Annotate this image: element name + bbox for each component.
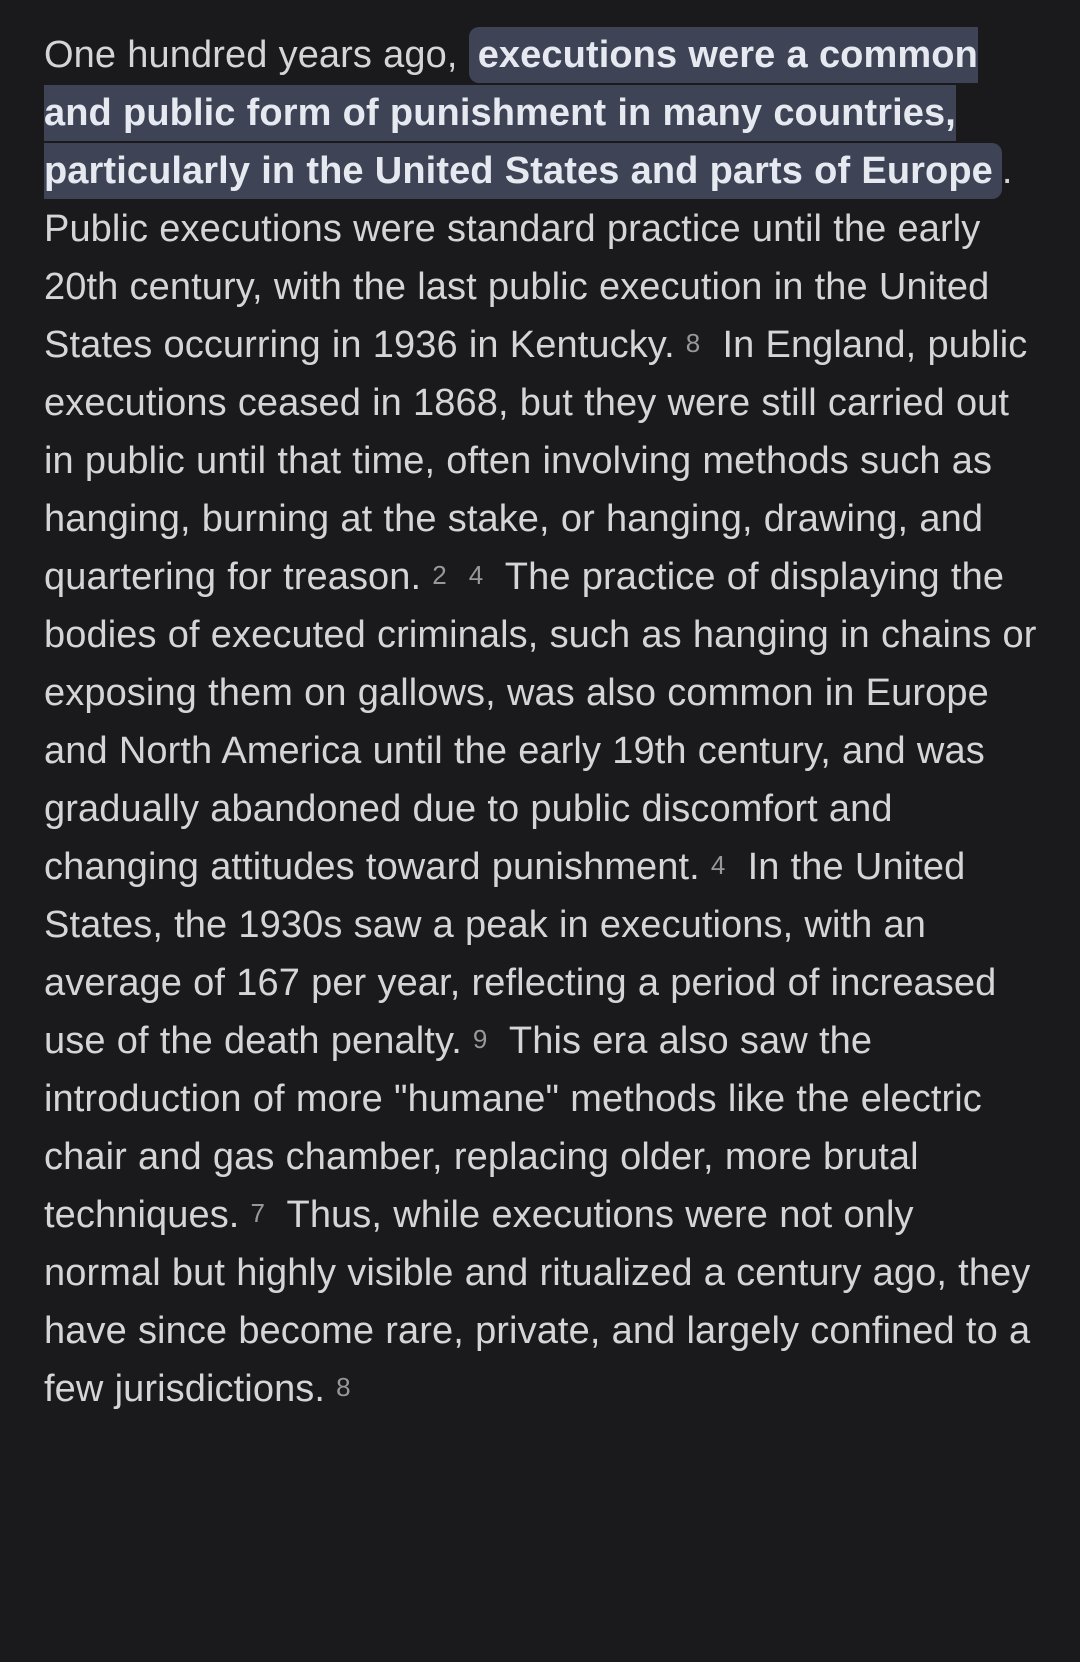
text-run: In England, public executions ceased in 1868, but they were still carried out in public until that time, often involving methods such as hanging, burning at the stake, or hanging, drawing, and quartering for treason. (44, 324, 1028, 598)
citation-badge[interactable]: 7 (250, 1198, 266, 1228)
citation-badge[interactable]: 4 (468, 560, 484, 590)
text-run: Thus, while executions were not only normal but highly visible and ritualized a century ago, they have since become rare, private, and largely confined to a few jurisdictions. (44, 1194, 1031, 1410)
highlighted-text: executions were a common and public form of punishment in many countries, particularly in the United States and parts of Europe (44, 27, 1002, 199)
citation-badge[interactable]: 4 (710, 850, 726, 880)
text-run: The practice of displaying the bodies of executed criminals, such as hanging in chains or exposing them on gallows, was also common in Europe and North America until the early 19th century, and was gradually abandoned due to public discomfort and changing attitudes toward punishment. (44, 556, 1037, 888)
citation-badge[interactable]: 9 (472, 1024, 488, 1054)
text-run: One hundred years ago, (44, 34, 469, 76)
citation-badge[interactable]: 8 (685, 328, 701, 358)
answer-paragraph (44, 26, 1038, 1418)
text-run: This era also saw the introduction of more "humane" methods like the electric chair and gas chamber, replacing older, more brutal techniques. (44, 1020, 982, 1236)
citation-badge[interactable]: 2 (432, 560, 447, 590)
text-run: . Public executions were standard practice until the early 20th century, with the last public execution in the United States occurring in 1936 in Kentucky. (44, 150, 1013, 366)
citation-badge[interactable]: 8 (336, 1372, 351, 1402)
text-run: In the United States, the 1930s saw a peak in executions, with an average of 167 per year, reflecting a period of increased use of the death penalty. (44, 846, 997, 1062)
